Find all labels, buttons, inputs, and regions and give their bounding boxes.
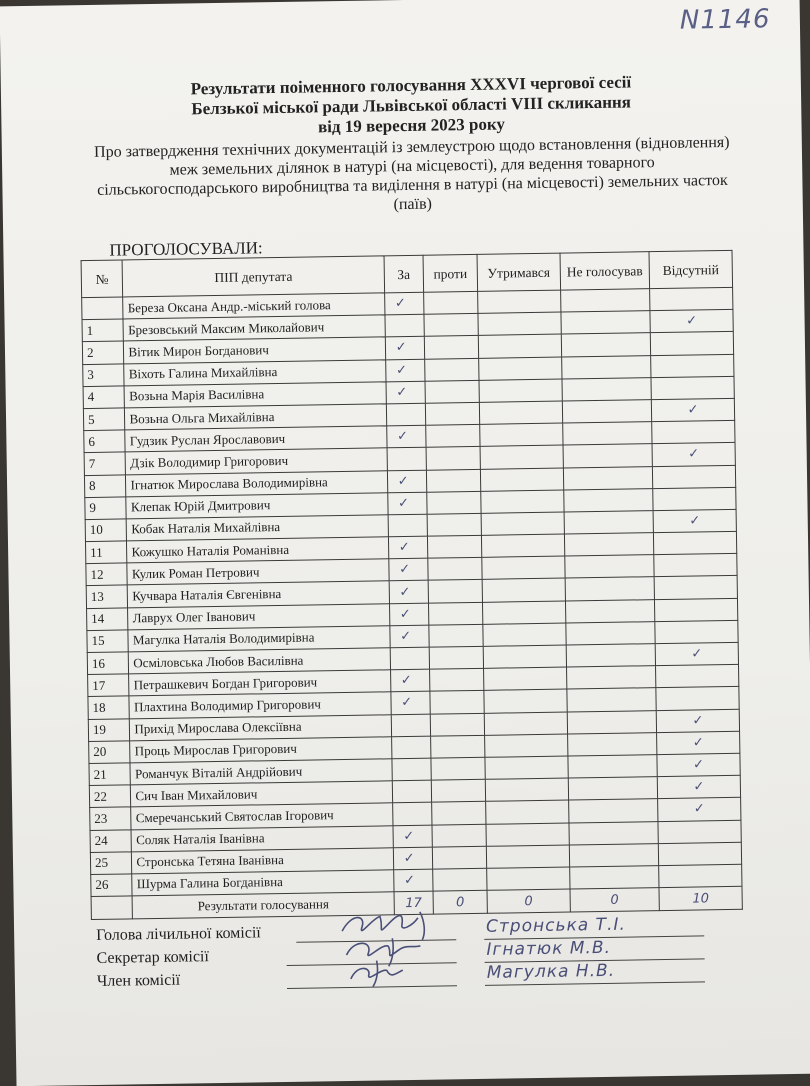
checkmark-icon: ✓	[657, 731, 740, 754]
row-number: 22	[89, 785, 131, 808]
signature-role-chair: Голова лічильної комісії	[96, 924, 261, 944]
vote-cell-utrymavsia	[486, 845, 569, 868]
vote-cell-utrymavsia	[485, 734, 568, 757]
vote-cell-proty	[431, 779, 485, 802]
row-number: 14	[87, 608, 129, 631]
vote-cell-utrymavsia	[487, 867, 570, 890]
results-utrymavsia: 0	[487, 889, 570, 913]
vote-cell-ne-holosuvav	[561, 311, 650, 335]
vote-cell-proty	[429, 646, 483, 669]
checkmark-icon: ✓	[385, 359, 425, 382]
col-header-utrymavsia: Утримався	[477, 253, 560, 291]
row-number: 6	[84, 430, 126, 453]
checkmark-icon: ✓	[393, 825, 433, 848]
vote-cell-utrymavsia	[485, 756, 568, 779]
vote-cell-proty	[430, 713, 484, 736]
title-line-3: від 19 вересня 2023 року	[317, 114, 506, 137]
checkmark-icon: ✓	[390, 625, 430, 648]
vote-cell-utrymavsia	[479, 401, 562, 424]
vote-cell-proty	[426, 424, 480, 447]
resolution-description: Про затвердження технічних документацій із землеустрою щодо встановлення (відновлення) меж земельних ділянок в натурі (на місцевості), для ведення товарного сільськогосподарського виробництва та виділення в натурі (на місцевості) земельних часток (паїв)	[93, 133, 730, 214]
voted-label: ПРОГОЛОСУВАЛИ:	[109, 238, 263, 260]
vote-cell-ne-holosuvav	[561, 333, 650, 357]
results-num-cell	[91, 896, 133, 920]
vote-cell-ne-holosuvav	[567, 710, 656, 734]
vote-cell-vidsutnii	[659, 864, 742, 887]
vote-cell-utrymavsia	[481, 534, 564, 557]
deputy-name: Проць Мирослав Григорович	[130, 737, 392, 763]
col-header-name: ПІП депутата	[123, 256, 385, 297]
vote-cell-proty	[428, 580, 482, 603]
row-number: 24	[90, 829, 132, 852]
row-number: 13	[86, 585, 128, 608]
checkmark-icon: ✓	[389, 581, 429, 604]
row-number: 11	[85, 541, 127, 564]
checkmark-icon: ✓	[391, 692, 431, 715]
deputy-name: Романчук Віталій Андрійович	[130, 759, 392, 785]
vote-cell-proty	[426, 447, 480, 470]
deputy-name: Прихід Мирослава Олексіївна	[130, 714, 392, 740]
row-number: 23	[90, 807, 132, 830]
row-number: 19	[88, 718, 130, 741]
vote-cell-vidsutnii	[653, 487, 736, 510]
deputy-name: Кобак Наталія Михайлівна	[127, 515, 389, 541]
checkmark-icon: ✓	[387, 470, 427, 493]
vote-cell-vidsutnii	[654, 576, 737, 599]
col-header-proty: проти	[423, 254, 477, 292]
row-number: 4	[83, 386, 125, 409]
vote-cell-ne-holosuvav	[563, 422, 652, 446]
vote-cell-utrymavsia	[483, 623, 566, 646]
vote-cell-proty	[429, 602, 483, 625]
signature-block	[96, 914, 737, 996]
vote-cell-proty	[424, 336, 478, 359]
deputy-name: Сич Іван Михайлович	[131, 781, 393, 807]
vote-cell-ne-holosuvav	[566, 644, 655, 668]
title-block	[91, 71, 733, 219]
vote-cell-za	[387, 448, 427, 471]
deputy-name: Береза Оксана Андр.-міський голова	[123, 293, 385, 319]
vote-cell-utrymavsia	[484, 689, 567, 712]
deputy-name: Брезовський Максим Миколайович	[123, 315, 385, 341]
deputy-name: Віхоть Галина Михайлівна	[124, 359, 386, 385]
vote-cell-proty	[428, 535, 482, 558]
vote-cell-ne-holosuvav	[566, 666, 655, 690]
vote-cell-vidsutnii	[650, 332, 733, 355]
row-number: 10	[85, 519, 127, 542]
checkmark-icon: ✓	[653, 509, 736, 532]
row-number: 17	[88, 674, 130, 697]
vote-cell-za	[390, 647, 430, 670]
vote-cell-proty	[432, 802, 486, 825]
vote-cell-za	[392, 780, 432, 803]
vote-cell-ne-holosuvav	[562, 355, 651, 379]
vote-cell-ne-holosuvav	[562, 400, 651, 424]
deputy-name: Шурма Галина Богданівна	[132, 870, 394, 896]
vote-cell-vidsutnii	[651, 376, 734, 399]
title-line-2: Белзької міської ради Львівської області VIII скликання	[191, 92, 632, 119]
deputy-name: Ігнатюк Мирослава Володимирівна	[126, 470, 388, 496]
vote-cell-utrymavsia	[479, 379, 562, 402]
signature-name-chair: Стронська Т.І.	[485, 914, 626, 937]
vote-cell-proty	[424, 314, 478, 337]
results-ne-holosuvav: 0	[570, 888, 659, 912]
signature-name-secretary: Ігнатюк М.В.	[486, 937, 612, 960]
vote-cell-za	[388, 514, 428, 537]
vote-cell-za	[391, 714, 431, 737]
deputy-name: Плахтина Володимир Григорович	[129, 692, 391, 718]
col-header-vidsutnii: Відсутній	[649, 250, 733, 288]
vote-cell-utrymavsia	[481, 490, 564, 513]
handwritten-signatures	[332, 907, 463, 989]
row-number: 16	[87, 652, 129, 675]
vote-cell-proty	[425, 380, 479, 403]
vote-cell-ne-holosuvav	[567, 688, 656, 712]
vote-cell-za	[386, 403, 426, 426]
row-number: 21	[89, 763, 131, 786]
signature-role-member: Член комісії	[96, 971, 181, 990]
deputy-name: Клепак Юрій Дмитрович	[126, 493, 388, 519]
vote-cell-ne-holosuvav	[565, 555, 654, 579]
vote-cell-ne-holosuvav	[564, 533, 653, 557]
vote-cell-utrymavsia	[480, 423, 563, 446]
vote-cell-utrymavsia	[486, 823, 569, 846]
vote-cell-utrymavsia	[478, 312, 561, 335]
vote-cell-proty	[427, 491, 481, 514]
deputy-name: Кожушко Наталія Романівна	[127, 537, 389, 563]
vote-cell-proty	[430, 669, 484, 692]
row-number: 25	[90, 852, 132, 875]
vote-cell-ne-holosuvav	[563, 444, 652, 468]
vote-cell-ne-holosuvav	[564, 488, 653, 512]
vote-cell-ne-holosuvav	[565, 577, 654, 601]
vote-cell-vidsutnii	[655, 620, 738, 643]
row-number: 1	[82, 319, 124, 342]
vote-cell-vidsutnii	[654, 554, 737, 577]
checkmark-icon: ✓	[387, 492, 427, 515]
deputy-name: Кучвара Наталія Євгенівна	[128, 581, 390, 607]
vote-cell-ne-holosuvav	[562, 377, 651, 401]
vote-cell-proty	[433, 868, 487, 891]
checkmark-icon: ✓	[658, 798, 741, 821]
checkmark-icon: ✓	[656, 709, 739, 732]
deputy-name: Лаврух Олег Іванович	[128, 603, 390, 629]
vote-cell-proty	[427, 513, 481, 536]
deputy-name: Осміловська Любов Василівна	[129, 648, 391, 674]
vote-cell-za	[392, 802, 432, 825]
vote-cell-utrymavsia	[478, 290, 561, 313]
checkmark-icon: ✓	[384, 292, 424, 315]
vote-cell-utrymavsia	[480, 445, 563, 468]
vote-cell-ne-holosuvav	[563, 466, 652, 490]
vote-cell-proty	[425, 358, 479, 381]
vote-cell-za	[392, 758, 432, 781]
vote-cell-utrymavsia	[478, 334, 561, 357]
vote-cell-utrymavsia	[481, 512, 564, 535]
vote-cell-vidsutnii	[653, 531, 736, 554]
vote-cell-utrymavsia	[484, 712, 567, 735]
vote-cell-utrymavsia	[479, 357, 562, 380]
vote-cell-vidsutnii	[656, 687, 739, 710]
vote-cell-ne-holosuvav	[566, 621, 655, 645]
deputy-name: Кулик Роман Петрович	[127, 559, 389, 585]
checkmark-icon: ✓	[385, 337, 425, 360]
checkmark-icon: ✓	[388, 558, 428, 581]
vote-cell-vidsutnii	[652, 420, 735, 443]
checkmark-icon: ✓	[386, 381, 426, 404]
deputy-name: Магулка Наталія Володимирівна	[128, 626, 390, 652]
vote-cell-ne-holosuvav	[569, 821, 658, 845]
deputy-name: Возьна Ольга Михайлівна	[125, 404, 387, 430]
results-proty: 0	[433, 890, 487, 914]
vote-cell-ne-holosuvav	[570, 865, 659, 889]
vote-cell-utrymavsia	[486, 800, 569, 823]
vote-cell-ne-holosuvav	[564, 511, 653, 535]
row-number: 9	[85, 497, 127, 520]
vote-cell-utrymavsia	[482, 556, 565, 579]
vote-cell-vidsutnii	[658, 842, 741, 865]
row-number: 12	[86, 563, 128, 586]
vote-cell-ne-holosuvav	[568, 799, 657, 823]
vote-cell-ne-holosuvav	[560, 289, 649, 313]
vote-cell-za	[385, 314, 425, 337]
row-number: 3	[83, 363, 125, 386]
vote-cell-utrymavsia	[485, 778, 568, 801]
deputy-name: Гудзик Руслан Ярославович	[125, 426, 387, 452]
vote-cell-za	[391, 736, 431, 759]
vote-cell-proty	[430, 691, 484, 714]
checkmark-icon: ✓	[655, 642, 738, 665]
vote-cell-vidsutnii	[650, 287, 733, 310]
checkmark-icon: ✓	[389, 603, 429, 626]
votes-table	[81, 250, 743, 920]
title-line-1: Результати поіменного голосування XXXVI чергової сесії	[190, 72, 632, 99]
checkmark-icon: ✓	[652, 443, 735, 466]
vote-cell-utrymavsia	[480, 468, 563, 491]
row-number: 2	[82, 341, 124, 364]
deputy-name: Дзік Володимир Григорович	[126, 448, 388, 474]
vote-cell-proty	[425, 402, 479, 425]
votes-table-body	[82, 287, 742, 896]
row-number: 26	[91, 874, 133, 897]
vote-cell-ne-holosuvav	[568, 755, 657, 779]
vote-cell-utrymavsia	[482, 578, 565, 601]
vote-cell-proty	[428, 558, 482, 581]
row-number	[82, 297, 124, 320]
vote-cell-proty	[432, 824, 486, 847]
col-header-za: За	[384, 255, 424, 293]
checkmark-icon: ✓	[657, 775, 740, 798]
vote-cell-ne-holosuvav	[569, 843, 658, 867]
row-number: 20	[89, 741, 131, 764]
vote-cell-ne-holosuvav	[565, 599, 654, 623]
row-number: 8	[84, 474, 126, 497]
checkmark-icon: ✓	[386, 425, 426, 448]
vote-cell-vidsutnii	[651, 354, 734, 377]
vote-cell-ne-holosuvav	[568, 777, 657, 801]
vote-cell-vidsutnii	[654, 598, 737, 621]
col-header-ne-holosuvav: Не голосував	[560, 252, 650, 290]
vote-cell-proty	[431, 757, 485, 780]
document-number: N1146	[679, 4, 771, 36]
deputy-name: Смеречанський Святослав Ігорович	[131, 803, 393, 829]
row-number: 15	[87, 630, 129, 653]
vote-cell-proty	[431, 735, 485, 758]
results-vidsutnii: 10	[659, 886, 742, 910]
checkmark-icon: ✓	[390, 669, 430, 692]
deputy-name: Петрашкевич Богдан Григорович	[129, 670, 391, 696]
checkmark-icon: ✓	[651, 398, 734, 421]
vote-cell-proty	[429, 624, 483, 647]
col-header-num: №	[81, 260, 123, 298]
vote-cell-utrymavsia	[483, 645, 566, 668]
row-number: 18	[88, 696, 130, 719]
vote-cell-utrymavsia	[482, 601, 565, 624]
results-za: 17	[394, 891, 434, 915]
signature-name-member: Магулка Н.В.	[486, 960, 616, 983]
checkmark-icon: ✓	[393, 847, 433, 870]
vote-cell-utrymavsia	[483, 667, 566, 690]
deputy-name: Соляк Наталія Іванівна	[131, 825, 393, 851]
results-label: Результати голосування	[133, 892, 395, 919]
vote-cell-ne-holosuvav	[567, 732, 656, 756]
checkmark-icon: ✓	[657, 753, 740, 776]
deputy-name: Стронська Тетяна Іванівна	[132, 847, 394, 873]
vote-cell-proty	[432, 846, 486, 869]
signature-role-secretary: Секретар комісії	[96, 948, 210, 967]
checkmark-icon: ✓	[393, 869, 433, 892]
deputy-name: Возьна Марія Василівна	[124, 382, 386, 408]
vote-cell-vidsutnii	[658, 820, 741, 843]
row-number: 5	[83, 408, 125, 431]
vote-cell-vidsutnii	[656, 665, 739, 688]
vote-cell-vidsutnii	[652, 465, 735, 488]
vote-cell-proty	[424, 291, 478, 314]
checkmark-icon: ✓	[388, 536, 428, 559]
deputy-name: Вітик Мирон Богданович	[124, 337, 386, 363]
row-number: 7	[84, 452, 126, 475]
vote-cell-proty	[426, 469, 480, 492]
checkmark-icon: ✓	[650, 310, 733, 333]
